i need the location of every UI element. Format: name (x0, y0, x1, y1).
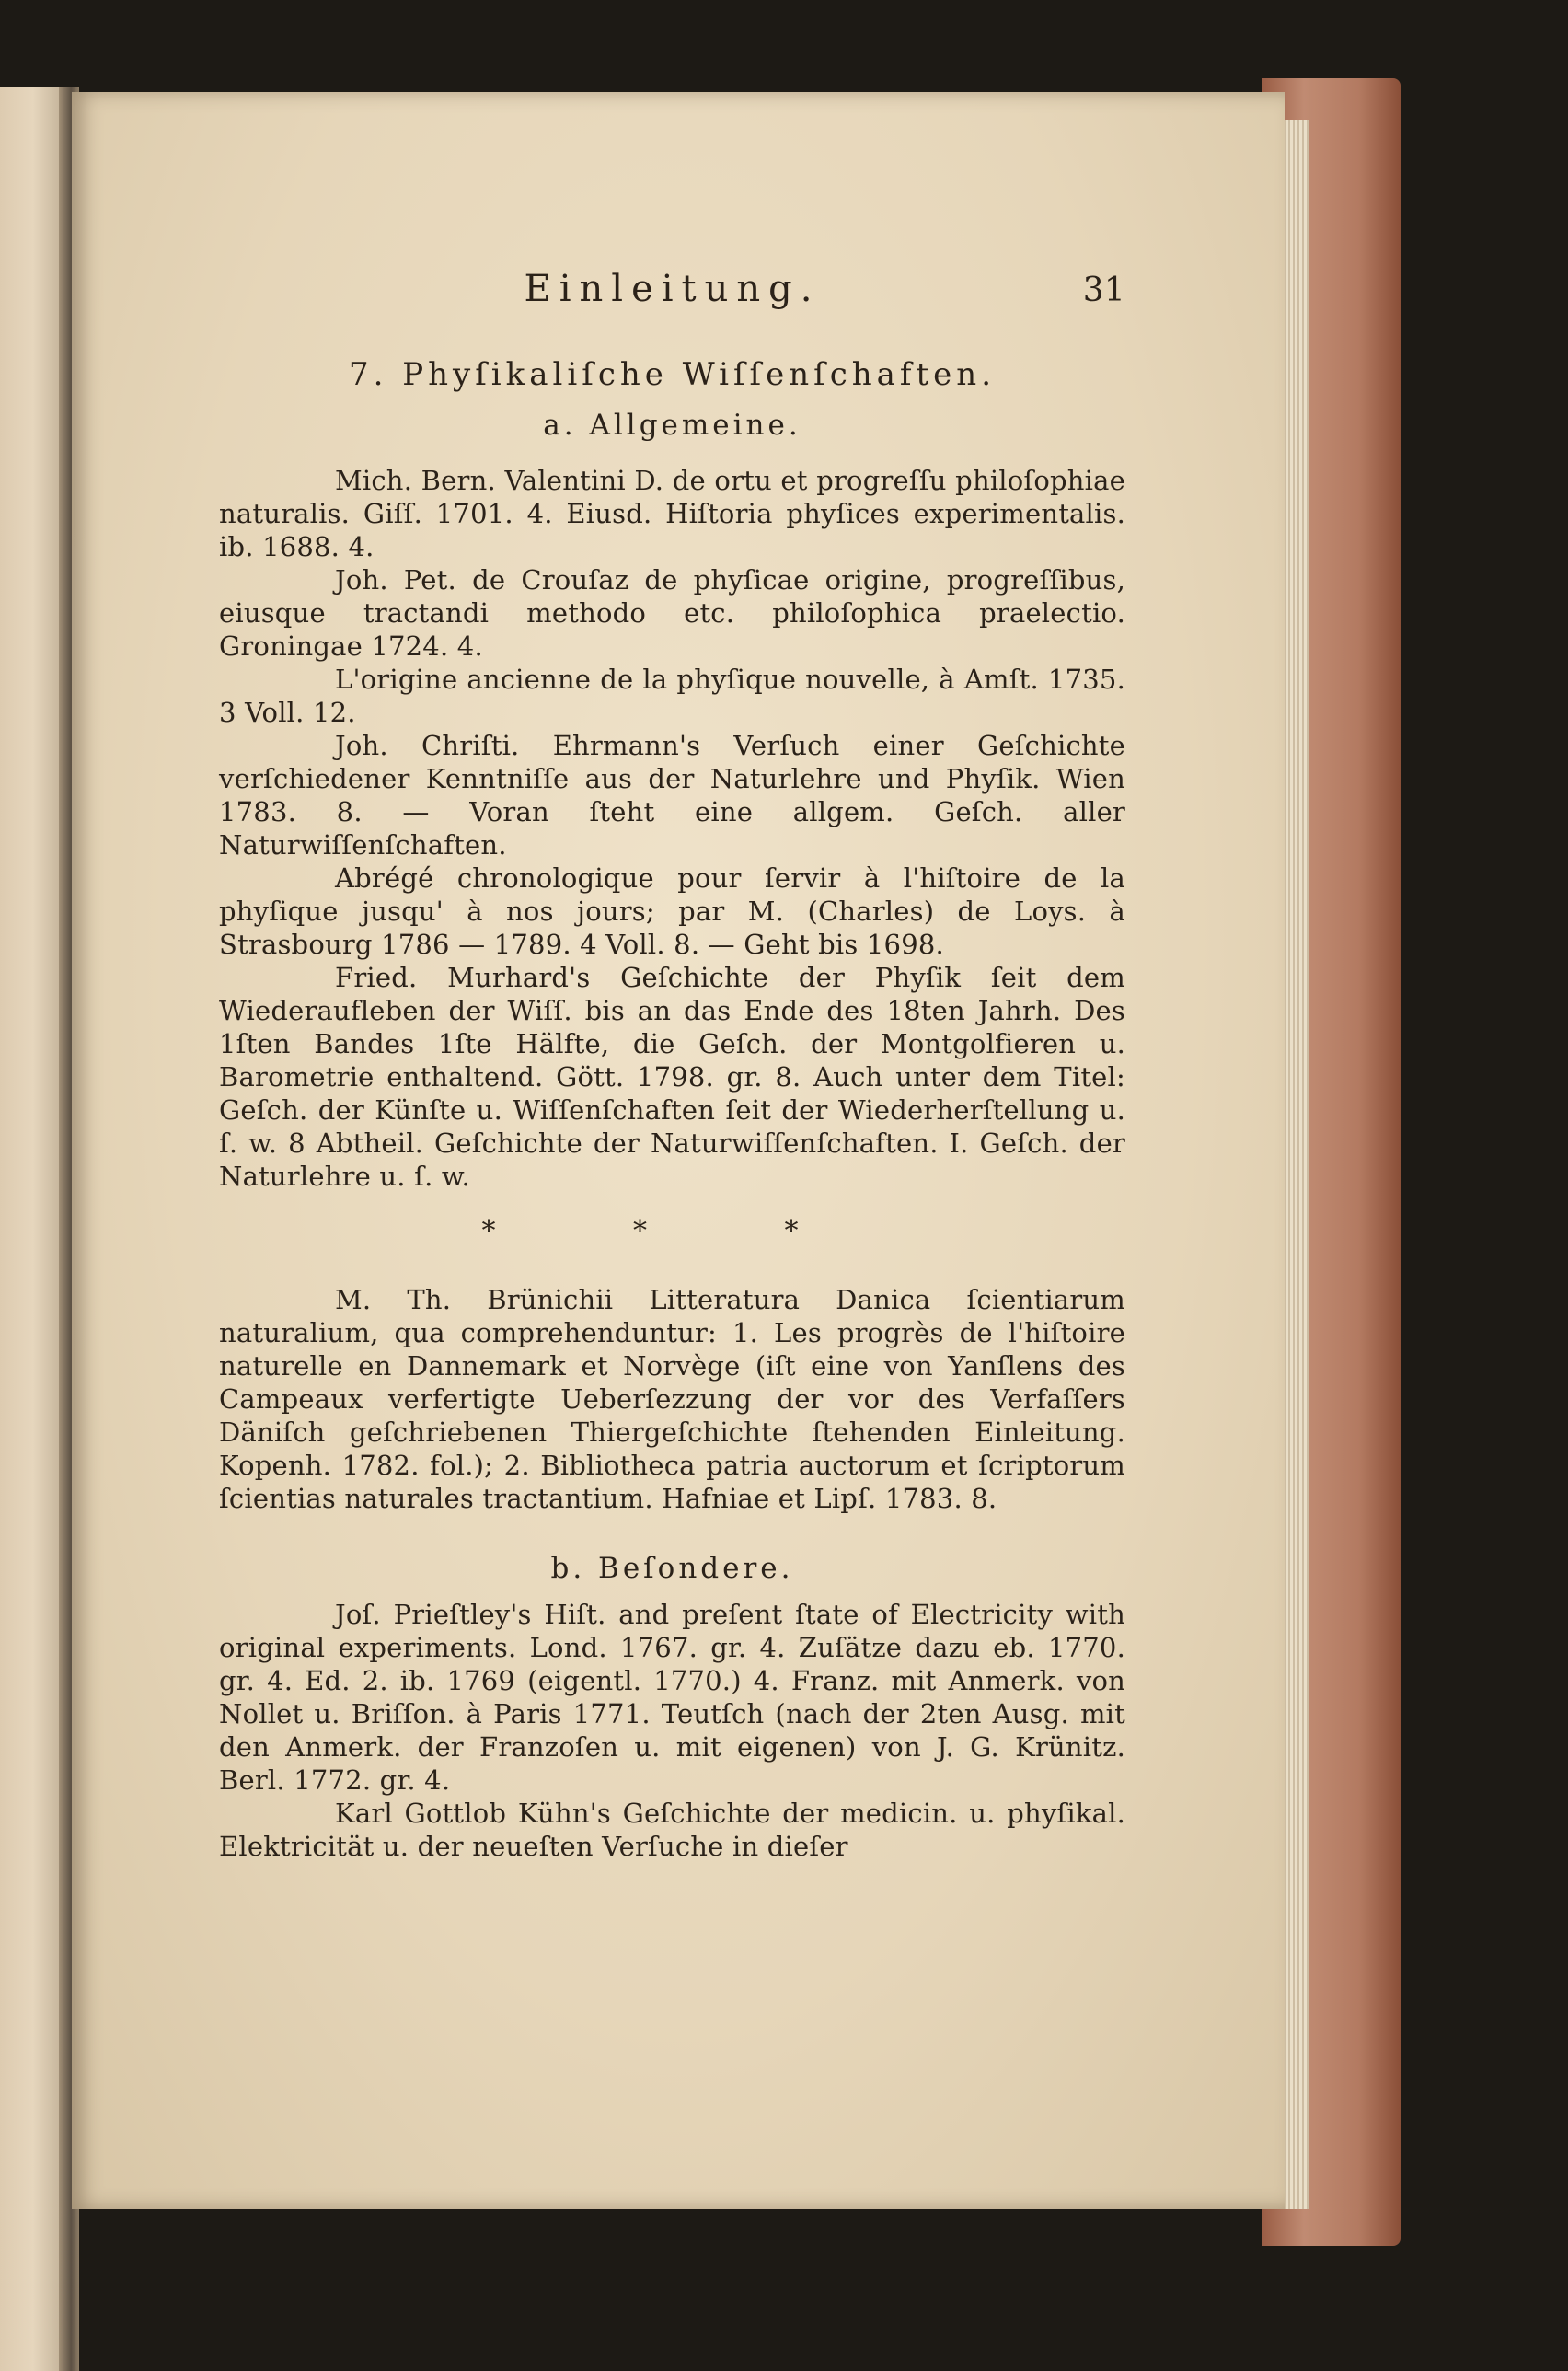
running-title: Einleitung. (524, 268, 821, 310)
section-title: 7. Phyſikaliſche Wiſſenſchaften. (348, 356, 997, 393)
subsection-b-title: b. Beſondere. (550, 1552, 794, 1585)
running-head (219, 268, 1125, 350)
page-number: 31 (1082, 272, 1125, 309)
bibliography-entry: Abrégé chronologique pour ſervir à l'hiſtoire de la phyſique jusqu' à nos jours; par M. (Charles) de Loys. à Strasbourg 1786 — 1789. 4 Voll. 8. — Geht bis 1698. (219, 862, 1125, 960)
subsection-a-title: a. Allgemeine. (543, 409, 801, 442)
bibliography-entry: Joh. Pet. de Crouſaz de phyſicae origine, progreſſibus, eiusque tractandi methodo etc. philoſophica praelectio. Groningae 1724. 4. (219, 564, 1125, 662)
bibliography-entry: Joſ. Prieſtley's Hiſt. and preſent ſtate of Electricity with original experiments. Lond. 1767. gr. 4. Zuſätze dazu eb. 1770. gr. 4. Ed. 2. ib. 1769 (eigentl. 1770.) 4. Franz. mit Anmerk. von Nollet u. Briſſon. à Paris 1771. Teutſch (nach der 2ten Ausg. mit den Anmerk. der Franzoſen u. mit eigenen) von J. G. Krünitz. Berl. 1772. gr. 4. (219, 1599, 1125, 1796)
bibliography-entry: Joh. Chriſti. Ehrmann's Verſuch einer Geſchichte verſchiedener Kenntniſſe aus der Naturlehre und Phyſik. Wien 1783. 8. — Voran ſteht eine allgem. Geſch. aller Naturwiſſenſchaften. (219, 730, 1125, 861)
bibliography-entry: Fried. Murhard's Geſchichte der Phyſik ſeit dem Wiederaufleben der Wiſſ. bis an das Ende des 18ten Jahrh. Des 1ſten Bandes 1ſte Hälfte, die Geſch. der Montgolfieren u. Barometrie enthaltend. Gött. 1798. gr. 8. Auch unter dem Titel: Geſch. der Künſte u. Wiſſenſchaften ſeit der Wiederherſtellung u. ſ. w. 8 Abtheil. Geſchichte der Naturwiſſenſchaften. I. Geſch. der Naturlehre u. ſ. w. (219, 962, 1125, 1192)
asterism-separator: * * * (481, 1215, 863, 1247)
bibliography-entry: L'origine ancienne de la phyſique nouvelle, à Amſt. 1735. 3 Voll. 12. (219, 664, 1125, 728)
bibliography-entry: M. Th. Brünichii Litteratura Danica ſcientiarum naturalium, qua comprehenduntur: 1. Les progrès de l'hiſtoire naturelle en Dannemark et Norvège (iſt eine von Yanſlens des Campeaux verfertigte Ueberſezzung der vor des Verfaſſers Däniſch geſchriebenen Thiergeſchichte ſtehenden Einleitung. Kopenh. 1782. fol.); 2. Bibliotheca patria auctorum et ſcriptorum ſcientias naturales tractantium. Hafniae et Lipſ. 1783. 8. (219, 1284, 1125, 1514)
bibliography-entry: Karl Gottlob Kühn's Geſchichte der medicin. u. phyſikal. Elektricität u. der neueſten Verſuche in dieſer (219, 1798, 1125, 1862)
bibliography-entry: Mich. Bern. Valentini D. de ortu et progreſſu philoſophiae naturalis. Giſſ. 1701. 4. Eiusd. Hiſtoria phyſices experimentalis. ib. 1688. 4. (219, 465, 1125, 562)
page-text (219, 268, 1125, 1863)
